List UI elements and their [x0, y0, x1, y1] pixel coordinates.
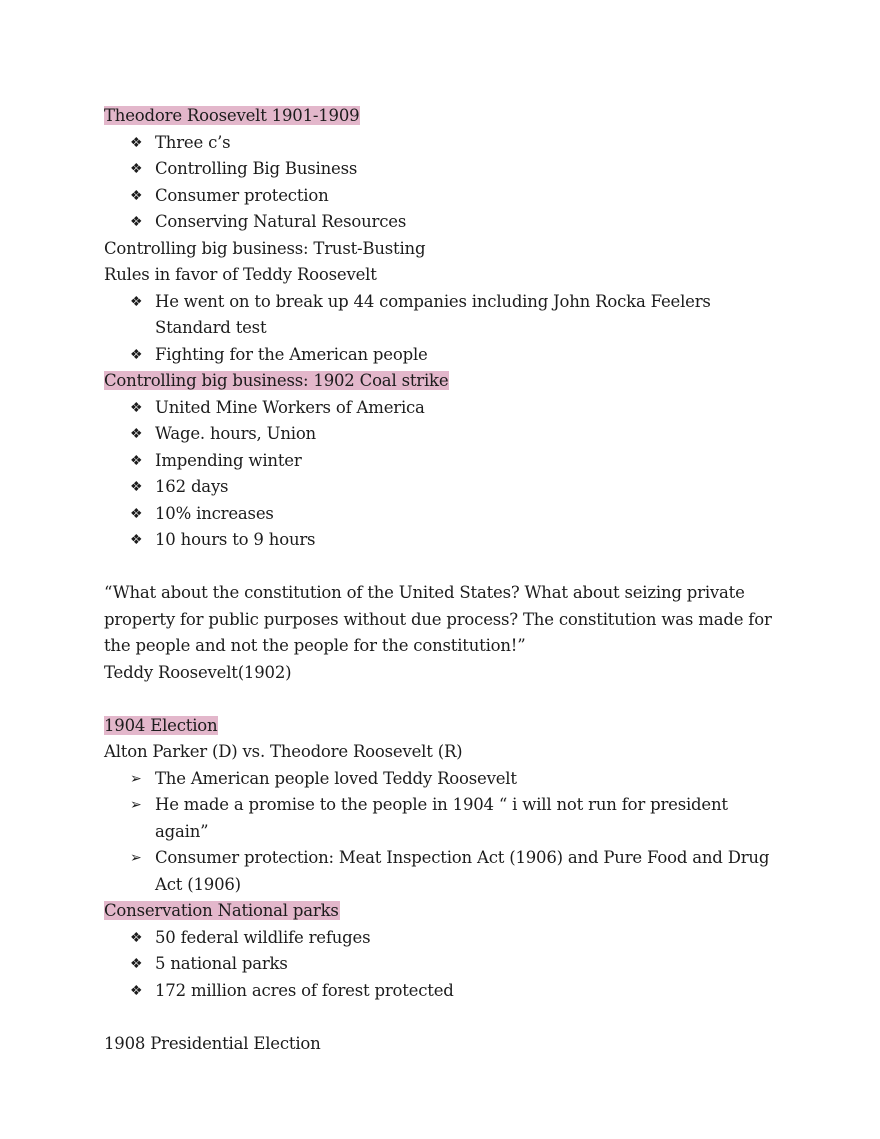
list-item: ❖ United Mine Workers of America	[104, 395, 784, 422]
section-heading-1908-election: 1908 Presidential Election	[104, 1033, 321, 1053]
section-heading-1904-election	[104, 713, 784, 740]
list-item: ❖ Controlling Big Business	[104, 156, 784, 183]
spacer	[104, 686, 784, 713]
diamond-bullet-icon: ❖	[130, 479, 143, 495]
list-item: ❖ Wage. hours, Union	[104, 421, 784, 448]
diamond-bullet-icon: ❖	[130, 532, 143, 548]
arrow-bullet-icon: ➢	[130, 850, 142, 866]
diamond-bullet-icon: ❖	[130, 161, 143, 177]
arrow-bullet-icon: ➢	[130, 797, 142, 813]
highlighted-heading: Conservation National parks	[104, 901, 339, 920]
list-item: ❖ He went on to break up 44 companies including John Rocka Feelers Standard test	[104, 289, 784, 342]
list-item: ❖ Impending winter	[104, 448, 784, 475]
spacer	[104, 1004, 784, 1031]
list-item: ❖ 10% increases	[104, 501, 784, 528]
list-item: ❖ Consumer protection	[104, 183, 784, 210]
list-item: ❖ 172 million acres of forest protected	[104, 978, 784, 1005]
diamond-bullet-icon: ❖	[130, 187, 143, 204]
bullet-list-conservation	[104, 925, 784, 1005]
highlighted-heading: Theodore Roosevelt 1901-1909	[104, 106, 360, 125]
diamond-bullet-icon: ❖	[130, 982, 143, 999]
diamond-bullet-icon: ❖	[130, 452, 143, 469]
arrow-bullet-icon: ➢	[130, 770, 142, 787]
highlighted-heading: 1904 Election	[104, 715, 218, 735]
list-item: ➢ He made a promise to the people in 1904 “ i will not run for president again”	[104, 792, 784, 845]
text-line-rules: Rules in favor of Teddy Roosevelt	[104, 265, 377, 284]
document-content	[104, 103, 784, 1057]
diamond-bullet-icon: ❖	[130, 346, 143, 363]
diamond-bullet-icon: ❖	[130, 956, 143, 972]
section-heading-coal-strike	[104, 368, 784, 395]
list-item: ❖ Fighting for the American people	[104, 342, 784, 369]
section-heading-roosevelt	[104, 103, 784, 130]
list-item: ➢ Consumer protection: Meat Inspection Act (1906) and Pure Food and Drug Act (1906)	[104, 845, 784, 898]
list-item: ❖ 10 hours to 9 hours	[104, 527, 784, 554]
diamond-bullet-icon: ❖	[130, 929, 143, 946]
text-line-trust-busting: Controlling big business: Trust-Busting	[104, 238, 426, 258]
diamond-bullet-icon: ❖	[130, 426, 143, 442]
bullet-list-coal-strike	[104, 395, 784, 554]
section-heading-conservation	[104, 898, 784, 925]
diamond-bullet-icon: ❖	[130, 134, 143, 151]
list-item: ❖ 162 days	[104, 474, 784, 501]
list-item: ❖ 50 federal wildlife refuges	[104, 925, 784, 952]
arrow-list-1904-election	[104, 766, 784, 899]
quote-paragraph: “What about the constitution of the United States? What about seizing private property for public purposes without due process? The constitution was made for the people and not the people for the constitution!”	[104, 583, 772, 655]
bullet-list-roosevelt	[104, 130, 784, 236]
list-item: ➢ The American people loved Teddy Roosevelt	[104, 766, 784, 793]
diamond-bullet-icon: ❖	[130, 505, 143, 522]
spacer	[104, 554, 784, 581]
diamond-bullet-icon: ❖	[130, 214, 143, 230]
list-item: ❖ Conserving Natural Resources	[104, 209, 784, 236]
diamond-bullet-icon: ❖	[130, 293, 143, 310]
text-line-candidates: Alton Parker (D) vs. Theodore Roosevelt (R)	[104, 742, 463, 761]
bullet-list-trust-busting	[104, 289, 784, 369]
diamond-bullet-icon: ❖	[130, 399, 143, 416]
quote-attribution: Teddy Roosevelt(1902)	[104, 662, 292, 682]
list-item: ❖ Three c’s	[104, 130, 784, 157]
highlighted-heading: Controlling big business: 1902 Coal strike	[104, 371, 449, 390]
list-item: ❖ 5 national parks	[104, 951, 784, 978]
